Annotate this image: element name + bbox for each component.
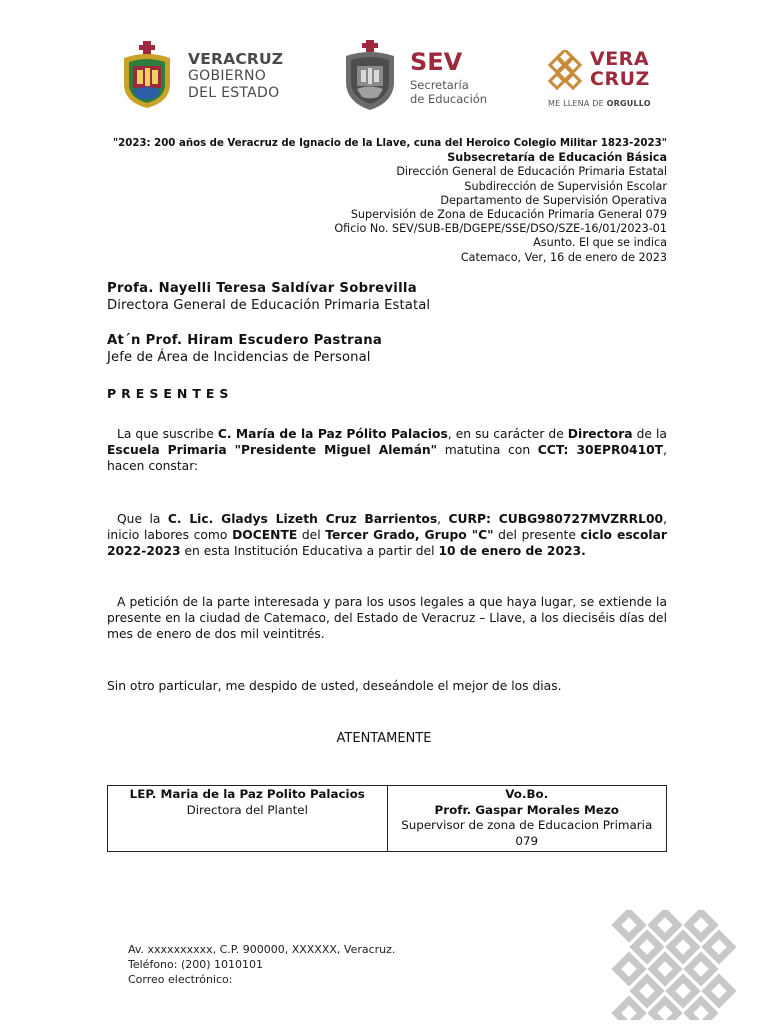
recipient-role: Jefe de Área de Incidencias de Personal bbox=[107, 350, 371, 365]
school-name: Escuela Primaria "Presidente Miguel Alemán" bbox=[107, 442, 438, 457]
footer-address: Av. xxxxxxxxxx, C.P. 900000, XXXXXX, Veracruz. bbox=[128, 943, 396, 956]
text: A petición de la parte interesada y para los usos legales a que haya lugar, se extiende la presente en la ciudad de Catemaco, del Estado de Veracruz – Llave, a los dieciséis días del mes de enero de dos mil veintitrés. bbox=[107, 595, 667, 641]
brand-tagline bbox=[548, 99, 651, 108]
signature-cell-director bbox=[108, 786, 388, 852]
signature-table bbox=[107, 785, 667, 852]
sev-logo-subtitle: Secretaría bbox=[410, 78, 469, 92]
reference-number: Oficio No. SEV/SUB-EB/DGEPE/SSE/DSO/SZE-16/01/2023-01 bbox=[334, 222, 667, 236]
text: , inicio labores como bbox=[107, 512, 667, 542]
grade-group: Tercer Grado, Grupo "C" bbox=[325, 527, 494, 542]
subject-line: Asunto. El que se indica bbox=[533, 236, 667, 250]
logo-title: VERACRUZ bbox=[188, 50, 284, 68]
text: Que la bbox=[117, 512, 168, 526]
knot-pattern-icon bbox=[546, 50, 586, 90]
header-line: Departamento de Supervisión Operativa bbox=[440, 193, 667, 207]
start-date: 10 de enero de 2023. bbox=[438, 543, 586, 558]
text: , en su carácter de bbox=[447, 427, 568, 441]
header-line: Subdirección de Supervisión Escolar bbox=[464, 179, 667, 193]
brand-tagline-b: ORGULLO bbox=[606, 99, 651, 108]
place-date: Catemaco, Ver, 16 de enero de 2023 bbox=[460, 250, 667, 264]
veracruz-coat-of-arms-icon bbox=[116, 40, 178, 110]
text: de la bbox=[632, 427, 667, 441]
closing-atentamente: ATENTAMENTE bbox=[336, 731, 432, 746]
recipient-name: At´n Prof. Hiram Escudero Pastrana bbox=[107, 333, 383, 348]
sev-shield-icon bbox=[340, 40, 400, 112]
recipient-name: Profa. Nayelli Teresa Saldívar Sobrevilla bbox=[107, 281, 417, 296]
teacher-name: C. Lic. Gladys Lizeth Cruz Barrientos bbox=[167, 512, 438, 526]
logo-subtitle: GOBIERNO bbox=[188, 68, 267, 84]
body-paragraph-4: Sin otro particular, me despido de usted, deseándole el mejor de los dias. bbox=[107, 679, 562, 693]
body-paragraph-1 bbox=[107, 427, 667, 474]
signature-cell-supervisor bbox=[387, 786, 667, 852]
text: matutina con bbox=[437, 442, 538, 457]
signer-name: LEP. Maria de la Paz Polito Palacios bbox=[129, 787, 365, 801]
header-line: Subsecretaría de Educación Básica bbox=[447, 151, 667, 165]
signer-title: Directora del Plantel bbox=[186, 802, 308, 817]
teacher-curp: CURP: CUBG980727MVZRRL00 bbox=[448, 512, 664, 526]
recipient-role: Directora General de Educación Primaria Estatal bbox=[107, 298, 431, 313]
sev-logo-text: SEV bbox=[410, 48, 463, 76]
text: , hacen constar: bbox=[107, 442, 667, 473]
header-line: Supervisión de Zona de Educación Primaria General 079 bbox=[350, 208, 667, 222]
letter-header bbox=[0, 137, 667, 265]
decorative-knot-pattern-icon bbox=[606, 910, 736, 1020]
vobo-label: Vo.Bo. bbox=[505, 787, 549, 801]
vera-cruz-brand-logo bbox=[546, 44, 656, 114]
supervisor-title: Supervisor de zona de Educacion Primaria 079 bbox=[401, 818, 653, 848]
text: del presente bbox=[493, 527, 581, 542]
teacher-role: DOCENTE bbox=[232, 527, 298, 542]
brand-tagline-a: ME LLENA DE bbox=[548, 99, 607, 108]
signer-position: Directora bbox=[567, 427, 633, 441]
text: La que suscribe bbox=[117, 427, 218, 441]
text: del bbox=[297, 527, 326, 542]
supervisor-name: Profr. Gaspar Morales Mezo bbox=[434, 802, 619, 817]
brand-logo-line: CRUZ bbox=[590, 68, 650, 90]
header-line: Dirección General de Educación Primaria Estatal bbox=[396, 165, 667, 179]
logo-subtitle: DEL ESTADO bbox=[188, 85, 280, 101]
body-paragraph-2 bbox=[107, 512, 667, 559]
school-year: ciclo escolar 2022-2023 bbox=[107, 527, 667, 558]
brand-logo-line: VERA bbox=[590, 48, 650, 70]
text: , bbox=[437, 512, 449, 526]
veracruz-government-logo bbox=[116, 40, 296, 115]
footer-phone: Teléfono: (200) 1010101 bbox=[128, 958, 264, 971]
body-paragraph-3 bbox=[107, 595, 667, 642]
footer-email: Correo electrónico: bbox=[128, 973, 233, 986]
official-slogan: "2023: 200 años de Veracruz de Ignacio de la Llave, cuna del Heroico Colegio Militar 1823-2023" bbox=[112, 138, 667, 149]
sev-logo-subtitle: de Educación bbox=[410, 92, 488, 106]
school-cct: CCT: 30EPR0410T bbox=[537, 442, 664, 457]
footer-contact bbox=[128, 942, 395, 987]
presentes-heading: PRESENTES bbox=[107, 386, 234, 401]
signer-name: C. María de la Paz Pólito Palacios bbox=[217, 427, 448, 441]
sev-logo bbox=[340, 40, 500, 115]
text: en esta Institución Educativa a partir del bbox=[180, 543, 439, 558]
